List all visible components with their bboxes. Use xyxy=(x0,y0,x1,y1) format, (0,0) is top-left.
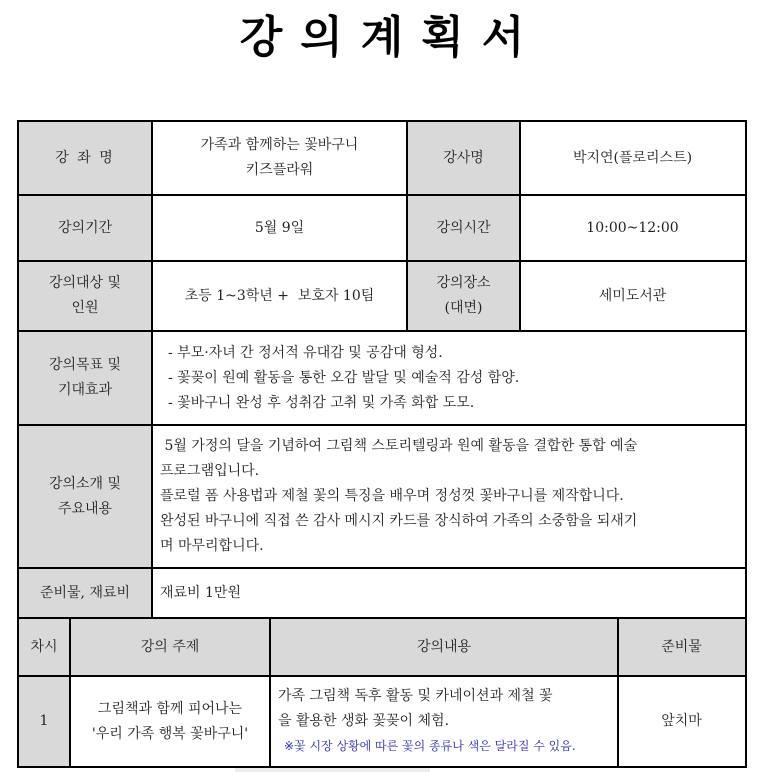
border-line xyxy=(18,330,747,332)
border-line xyxy=(269,617,271,768)
course-name-line-2: 키즈플라워 xyxy=(245,162,314,178)
instructor-value xyxy=(520,121,745,195)
border-line xyxy=(18,120,747,122)
location-label-line-2: (대면) xyxy=(444,300,483,316)
session-row-content xyxy=(270,676,618,767)
session-header-no xyxy=(18,618,70,676)
location-value-text: 세미도서관 xyxy=(598,287,667,304)
session-header-content-text: 강의내용 xyxy=(416,638,472,655)
goals-list xyxy=(152,331,745,425)
intro-text xyxy=(152,425,745,568)
target-label-line-2: 인원 xyxy=(71,300,99,316)
session-row-no xyxy=(18,676,70,767)
instructor-value-text: 박지연(플로리스트) xyxy=(572,149,693,166)
border-line xyxy=(18,617,747,619)
goals-label-line-1: 강의목표 및 xyxy=(48,357,122,373)
session-content-note: ※꽃 시장 상황에 따른 꽃의 종류나 색은 달라질 수 있음. xyxy=(284,739,576,753)
intro-label-line-2: 주요내용 xyxy=(57,500,113,517)
time-value xyxy=(520,195,745,261)
session-row-topic xyxy=(70,676,270,767)
location-value xyxy=(520,261,745,331)
border-line xyxy=(18,567,747,569)
border-line xyxy=(18,424,747,426)
session-content-line-1: 가족 그림책 독후 활동 및 카네이션과 제철 꽃 xyxy=(278,688,553,704)
period-label xyxy=(18,195,152,261)
session-topic-line-2: '우리 가족 행복 꽃바구니' xyxy=(91,725,249,742)
materials-label xyxy=(18,568,152,618)
border-line xyxy=(69,617,71,768)
session-header-no-text: 차시 xyxy=(30,638,58,655)
materials-label-text: 준비물, 재료비 xyxy=(39,584,131,601)
course-name-label-text: 강 좌 명 xyxy=(55,149,115,166)
target-value-text: 초등 1~3학년 + 보호자 10팀 xyxy=(184,287,375,304)
target-label-line-1: 강의대상 및 xyxy=(48,275,122,291)
session-header-topic-text: 강의 주제 xyxy=(140,638,200,655)
intro-line: 프로그램입니다. xyxy=(160,463,260,479)
goal-item: - 꽃바구니 완성 후 성취감 고취 및 가족 화합 도모. xyxy=(168,394,475,411)
session-no-text: 1 xyxy=(39,713,49,729)
materials-value-text: 재료비 1만원 xyxy=(160,584,241,601)
intro-line: 며 마무리합니다. xyxy=(160,538,264,554)
goal-item: - 부모·자녀 간 정서적 유대감 및 공감대 형성. xyxy=(168,344,443,361)
course-name-label xyxy=(18,121,152,195)
time-label-text: 강의시간 xyxy=(436,219,491,236)
border-line xyxy=(18,194,747,196)
period-label-text: 강의기간 xyxy=(57,219,113,236)
border-line xyxy=(151,120,153,619)
instructor-label xyxy=(407,121,520,195)
session-header-materials xyxy=(618,618,745,676)
course-name-line-1: 가족과 함께하는 꽃바구니 xyxy=(200,137,359,153)
border-line xyxy=(18,675,747,677)
materials-value xyxy=(152,568,745,618)
session-header-content xyxy=(270,618,618,676)
session-topic-line-1: 그림책과 함께 피어나는 xyxy=(97,700,243,717)
intro-line: 완성된 바구니에 직접 쓴 감사 메시지 카드를 장식하여 가족의 소중함을 되새기 xyxy=(160,513,638,529)
intro-line: 플로럴 폼 사용법과 제철 꽃의 특징을 배우며 정성껏 꽃바구니를 제작합니다. xyxy=(160,488,624,504)
border-line xyxy=(406,120,408,332)
page-title: 강의계획서 xyxy=(239,12,543,63)
location-label-line-1: 강의장소 xyxy=(436,275,491,291)
border-line xyxy=(745,120,747,768)
page-edge-shadow xyxy=(235,768,430,772)
goals-label xyxy=(18,331,152,425)
time-label xyxy=(407,195,520,261)
intro-label xyxy=(18,425,152,568)
period-value-text: 5월 9일 xyxy=(254,219,305,236)
course-name-value xyxy=(152,121,407,195)
intro-label-line-1: 강의소개 및 xyxy=(48,475,122,492)
session-row-materials xyxy=(618,676,745,767)
intro-line: 5월 가정의 달을 기념하여 그림책 스토리텔링과 원예 활동을 결합한 통합 예술 xyxy=(160,438,638,454)
target-label xyxy=(18,261,152,331)
border-line xyxy=(519,120,521,332)
instructor-label-text: 강사명 xyxy=(443,149,484,166)
location-label xyxy=(407,261,520,331)
session-header-materials-text: 준비물 xyxy=(661,638,702,655)
session-header-topic xyxy=(70,618,270,676)
time-value-text: 10:00~12:00 xyxy=(586,219,679,236)
border-line xyxy=(17,120,19,768)
goal-item: - 꽃꽂이 원예 활동을 통한 오감 발달 및 예술적 감성 함양. xyxy=(168,369,520,386)
session-content-line-2: 을 활용한 생화 꽃꽂이 체험. xyxy=(278,713,450,729)
session-materials-text: 앞치마 xyxy=(661,713,702,729)
target-value xyxy=(152,261,407,331)
goals-label-line-2: 기대효과 xyxy=(57,382,113,398)
period-value xyxy=(152,195,407,261)
border-line xyxy=(18,260,747,262)
border-line xyxy=(617,617,619,768)
